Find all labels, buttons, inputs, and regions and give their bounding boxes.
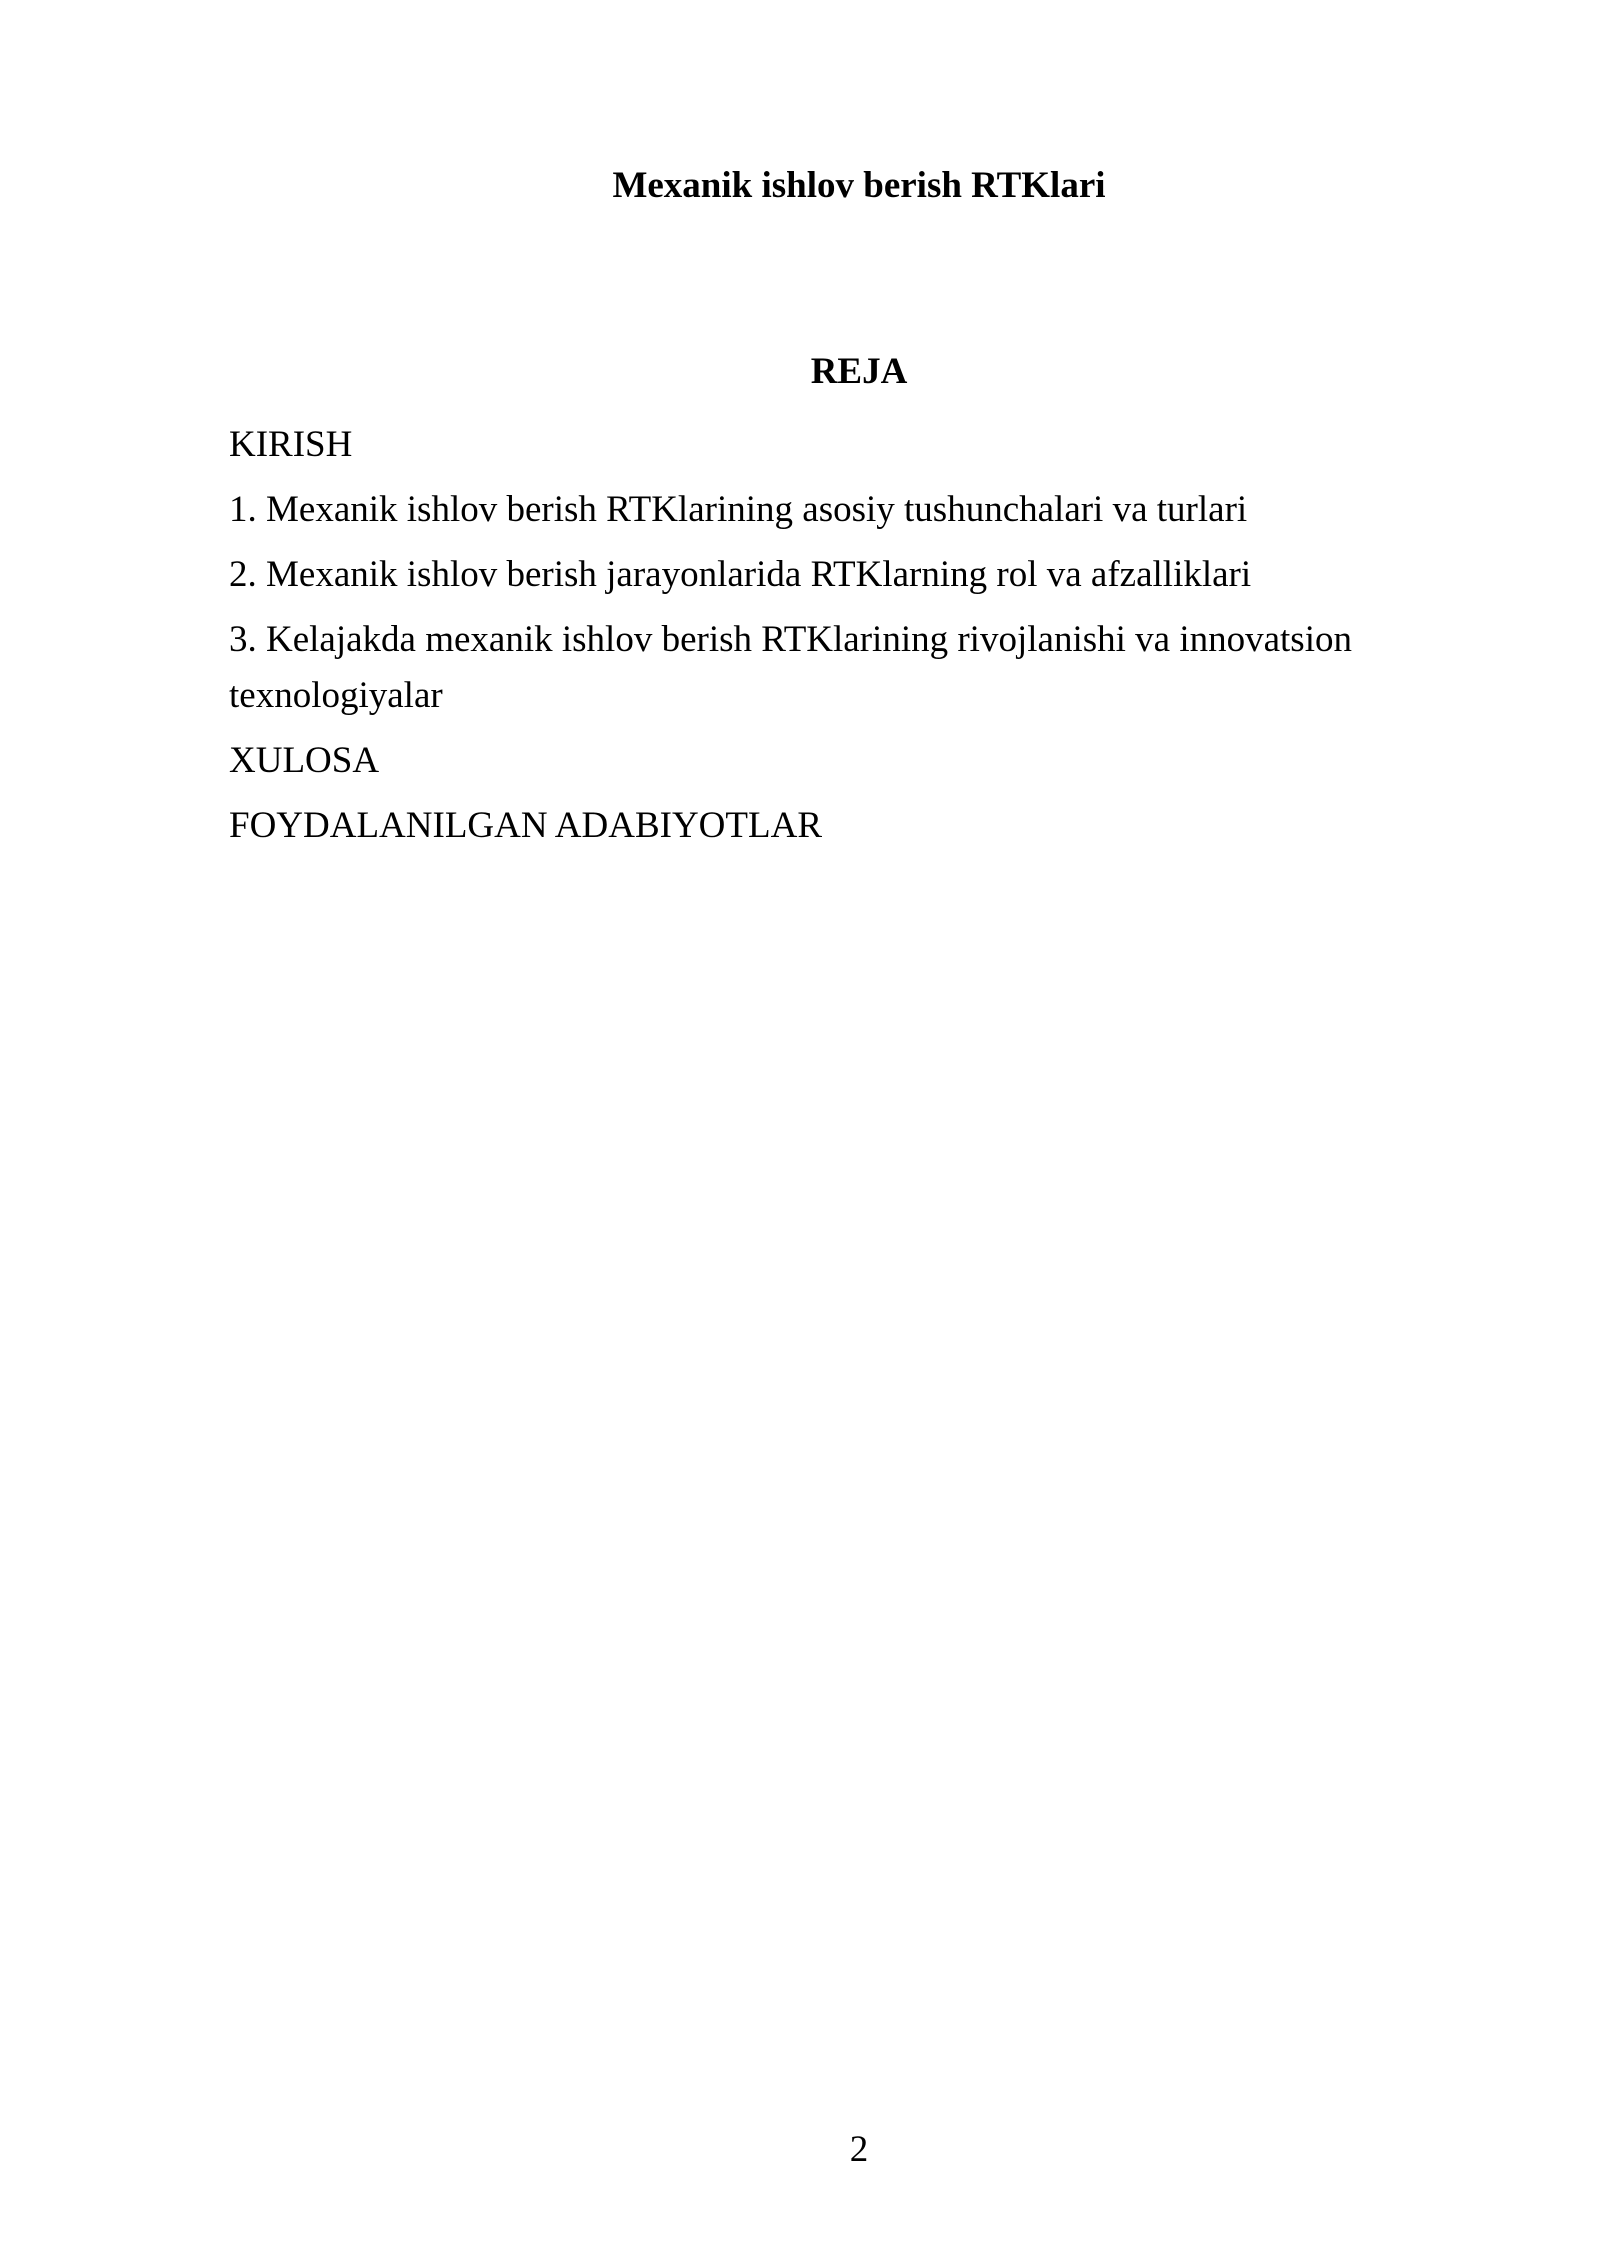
plan-list <box>229 417 1389 863</box>
plan-item-introduction: KIRISH <box>229 424 353 465</box>
page-number: 2 <box>849 2129 869 2170</box>
plan-heading: REJA <box>810 351 908 392</box>
document-title: Mexanik ishlov berish RTKlari <box>612 165 1106 206</box>
plan-item-references: FOYDALANILGAN ADABIYOTLAR <box>229 805 822 846</box>
plan-item-conclusion: XULOSA <box>229 740 380 781</box>
plan-item-3: 3. Kelajakda mexanik ishlov berish RTKlarining rivojlanishi va innovatsion texnologiyalar <box>229 619 1352 716</box>
plan-item-1: 1. Mexanik ishlov berish RTKlarining asosiy tushunchalari va turlari <box>229 489 1248 530</box>
plan-item-2: 2. Mexanik ishlov berish jarayonlarida RTKlarning rol va afzalliklari <box>229 554 1252 595</box>
